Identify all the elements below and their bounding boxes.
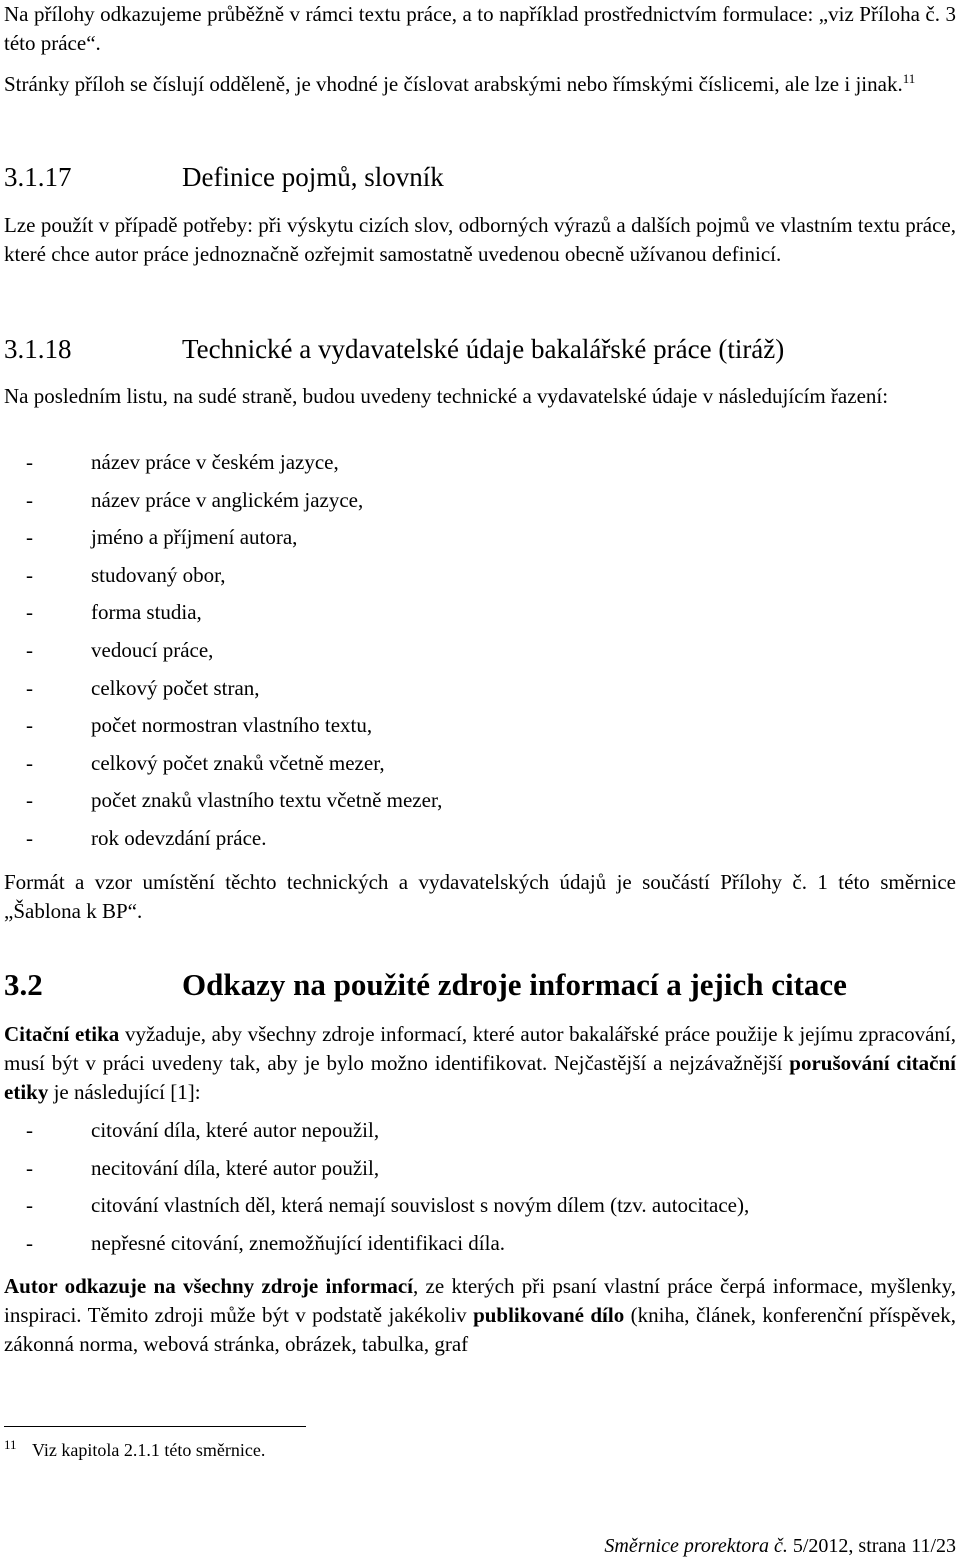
list-dash: - <box>26 450 33 474</box>
list-item-text: vedoucí práce, <box>91 637 214 662</box>
list-item-text: název práce v anglickém jazyce, <box>91 487 364 512</box>
list-item <box>4 711 956 749</box>
footer-page-info: 5/2012, strana 11/23 <box>787 1535 956 1557</box>
paragraph-text: Lze použít v případě potřeby: při výskytu cizích slov, odborných výrazů a dalších pojmů ve vlastním textu práce, které chce autor práce jednoznačně ozřejmit samostatně uvedenou obecně užívanou definicí. <box>4 213 956 266</box>
list-dash: - <box>26 600 33 625</box>
list-dash: - <box>26 637 33 662</box>
section-title: Technické a vydavatelské údaje bakalářské práce (tiráž) <box>182 334 785 364</box>
footnote-reference[interactable]: 11 <box>902 71 916 86</box>
list-item <box>4 561 956 599</box>
section-title: Odkazy na použité zdroje informací a jejich citace <box>182 967 847 1002</box>
list-dash: - <box>26 562 33 587</box>
list-item-text: nepřesné citování, znemožňující identifikaci díla. <box>91 1230 506 1255</box>
list-item <box>4 636 956 674</box>
list-item <box>4 448 956 486</box>
paragraph-definitions <box>4 211 956 269</box>
list-item <box>4 1116 956 1154</box>
list-item-text: rok odevzdání práce. <box>91 825 267 850</box>
list-item <box>4 1229 956 1267</box>
paragraph-attachments-numbering <box>4 70 956 99</box>
paragraph-format <box>4 868 956 926</box>
list-item <box>4 786 956 824</box>
ethics-violations-list <box>4 1116 956 1266</box>
list-dash: - <box>26 713 33 738</box>
list-dash: - <box>26 675 33 700</box>
paragraph-text: Na přílohy odkazujeme průběžně v rámci textu práce, a to například prostřednictvím formulace: „viz Příloha č. 3 této práce“. <box>4 2 956 55</box>
paragraph-text: Formát a vzor umístění těchto technických a vydavatelských údajů je součástí Přílohy č. 1 této směrnice „Šablona k BP“. <box>4 870 956 923</box>
bold-term: Citační etika <box>4 1022 120 1046</box>
list-item-text: název práce v českém jazyce, <box>91 450 339 474</box>
paragraph-colophon <box>4 382 956 411</box>
list-item-text: celkový počet znaků včetně mezer, <box>91 750 385 775</box>
list-item-text: jméno a příjmení autora, <box>91 525 298 550</box>
list-dash: - <box>26 750 33 775</box>
footnote: 11 Viz kapitola 2.1.1 této směrnice. <box>4 1437 266 1460</box>
list-item <box>4 523 956 561</box>
paragraph-attachments-reference <box>4 0 956 58</box>
list-item <box>4 1191 956 1229</box>
bold-term: porušování citační etiky <box>4 1051 956 1104</box>
page-footer <box>604 1534 956 1558</box>
section-heading-3-1-17 <box>4 160 956 194</box>
paragraph-text: , ze kterých při psaní vlastní práce čerpá informace, myšlenky, inspiraci. Těmito zdroji může být v podstatě jakékoliv <box>4 1274 956 1327</box>
bold-term: publikované dílo <box>473 1303 625 1327</box>
list-dash: - <box>26 1193 33 1217</box>
list-item <box>4 674 956 712</box>
list-dash: - <box>26 1155 33 1180</box>
footer-document-name: Směrnice prorektora č. <box>604 1535 788 1557</box>
list-item-text: celkový počet stran, <box>91 675 260 700</box>
section-number: 3.1.18 <box>4 334 72 364</box>
list-item-text: forma studia, <box>91 600 202 625</box>
list-item <box>4 1154 956 1192</box>
paragraph-text: vyžaduje, aby všechny zdroje informací, které autor bakalářské práce použije k jejímu zpracování, musí být v práci uvedeny tak, aby je bylo možno identifikovat. Nejčastější a nejzávažnější <box>4 1022 957 1075</box>
section-heading-3-1-18 <box>4 332 956 366</box>
list-item-text: necitování díla, které autor použil, <box>91 1155 380 1180</box>
footnote-separator <box>4 1426 306 1427</box>
section-number: 3.1.17 <box>4 162 72 192</box>
bold-term: Autor odkazuje na všechny zdroje informací <box>4 1274 414 1298</box>
list-item-text: počet znaků vlastního textu včetně mezer, <box>91 788 443 813</box>
list-item <box>4 749 956 787</box>
footnote-text: Viz kapitola 2.1.1 této směrnice. <box>32 1440 266 1460</box>
list-dash: - <box>26 487 33 512</box>
list-item <box>4 824 956 862</box>
list-item <box>4 598 956 636</box>
list-item-text: citování díla, které autor nepoužil, <box>91 1118 380 1142</box>
list-dash: - <box>26 525 33 550</box>
paragraph-citation-ethics <box>4 1020 956 1107</box>
list-dash: - <box>26 1118 33 1142</box>
paragraph-text: (kniha, článek, konferenční příspěvek, zákonná norma, webová stránka, obrázek, tabulka, graf <box>4 1303 956 1356</box>
paragraph-author-sources <box>4 1272 956 1359</box>
paragraph-text: je následující [1]: <box>48 1080 201 1104</box>
list-item-text: citování vlastních děl, která nemají souvislost s novým dílem (tzv. autocitace), <box>91 1193 750 1217</box>
list-dash: - <box>26 1230 33 1255</box>
list-item-text: počet normostran vlastního textu, <box>91 713 373 738</box>
list-item-text: studovaný obor, <box>91 562 226 587</box>
section-title: Definice pojmů, slovník <box>182 162 444 192</box>
colophon-list <box>4 448 956 862</box>
list-dash: - <box>26 825 33 850</box>
section-heading-3-2 <box>4 966 956 1004</box>
list-item <box>4 486 956 524</box>
list-dash: - <box>26 788 33 813</box>
paragraph-text: Stránky příloh se číslují odděleně, je vhodné je číslovat arabskými nebo římskými číslicemi, ale lze i jinak. <box>4 72 903 96</box>
section-number: 3.2 <box>4 967 43 1002</box>
paragraph-text: Na posledním listu, na sudé straně, budou uvedeny technické a vydavatelské údaje v následujícím řazení: <box>4 384 889 408</box>
